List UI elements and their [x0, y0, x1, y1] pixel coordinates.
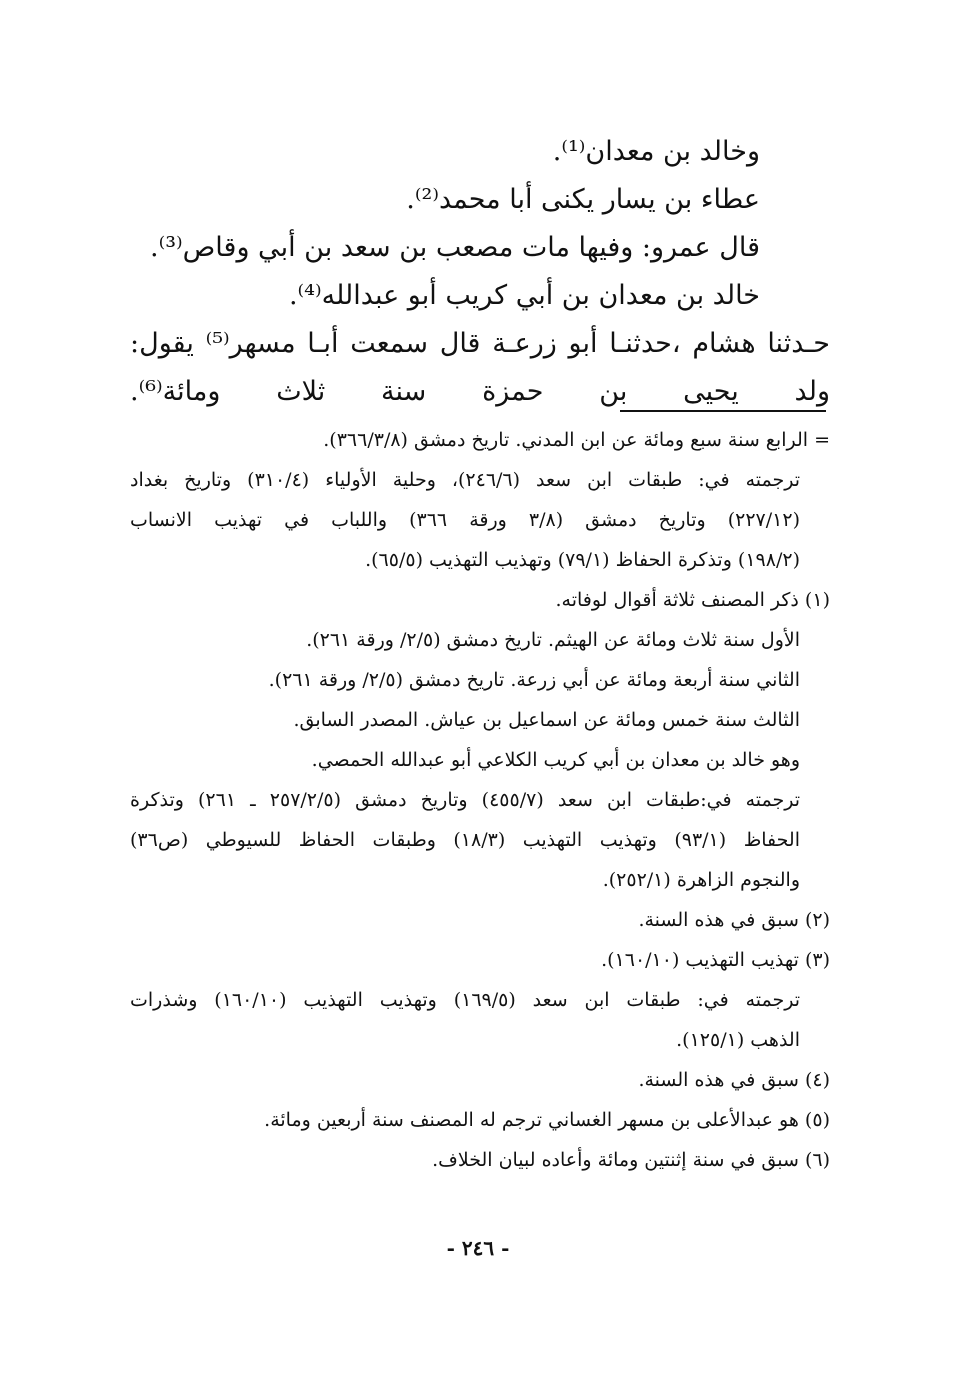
footnote-line: (١٩٨/٢) وتذكرة الحفاظ (٧٩/١) وتهذيب التهذيب (٦٥/٥).	[365, 549, 800, 571]
footnote-line: ترجمته في: طبقات ابن سعد (١٦٩/٥) وتهذيب التهذيب (١٦٠/١٠) وشذرات	[130, 989, 800, 1011]
footnote-line: وهو خالد بن معدان بن أبي كريب الكلاعي أبو عبدالله الحمصي.	[311, 749, 800, 771]
footnote-line: والنجوم الزاهرة (٢٥٢/١).	[602, 869, 800, 891]
footnote-line: (٦) سبق في سنة إثنتين ومائة وأعاده لبيان الخلاف.	[432, 1149, 830, 1171]
footnote-line: الأول سنة ثلاث ومائة عن الهيثم. تاريخ دمشق (٢/٥/ ورقة ٢٦١).	[306, 629, 800, 651]
main-text-line-3: قال عمرو: وفيها مات مصعب بن سعد بن أبي وقاص⁽³⁾.	[149, 232, 760, 263]
main-text-block	[120, 128, 830, 416]
footnote-line: ترجمته في: طبقات ابن سعد (٢٤٦/٦)، وحلية الأولياء (٣١٠/٤) وتاريخ بغداد	[130, 469, 800, 491]
footnote-line: (٢٢٧/١٢) وتاريخ دمشق (٣/٨ ورقة ٣٦٦) واللباب في تهذيب الانساب	[130, 509, 800, 531]
footnote-line: = الرابع سنة سبع ومائة عن ابن المدني. تاريخ دمشق (٣٦٦/٣/٨).	[323, 429, 830, 451]
main-text-line-4: خالد بن معدان بن أبي كريب أبو عبدالله⁽⁴⁾.	[288, 280, 760, 311]
page-number: - ٢٤٦ -	[446, 1236, 510, 1260]
footnote-line: (١) ذكر المصنف ثلاثة أقوال لوفاته.	[555, 589, 830, 611]
footnotes-block	[130, 420, 830, 1180]
footnote-line: (٤) سبق في هذه السنة.	[638, 1069, 830, 1091]
footnote-line: (٢) سبق في هذه السنة.	[638, 909, 830, 931]
footnote-line: الذهب (١٢٥/١).	[676, 1029, 800, 1051]
main-text-line-2: عطاء بن يسار يكنى أبا محمد⁽²⁾.	[406, 184, 760, 215]
footnote-divider	[620, 410, 826, 412]
main-text-line-1: وخالد بن معدان⁽¹⁾.	[552, 136, 760, 167]
footnote-line: الثالث سنة خمس ومائة عن اسماعيل بن عياش. المصدر السابق.	[293, 709, 800, 731]
footnote-line: الحفاظ (٩٣/١) وتهذيب التهذيب (١٨/٣) وطبقات الحفاظ للسيوطي (ص٣٦)	[130, 829, 800, 851]
footnote-line: (٣) تهذيب التهذيب (١٦٠/١٠).	[601, 949, 830, 971]
footnote-line: ترجمته في:طبقات ابن سعد (٤٥٥/٧) وتاريخ دمشق (٢٥٧/٢/٥ ـ ٢٦١) وتذكرة	[130, 789, 801, 811]
footnote-line: (٥) هو عبدالأعلى بن مسهر الغساني ترجم له المصنف سنة أربعين ومائة.	[264, 1109, 830, 1131]
footnote-line: الثاني سنة أربعة ومائة عن أبي زرعة. تاريخ دمشق (٢/٥/ ورقة ٢٦١).	[268, 669, 800, 691]
main-text-line-5: حـدثنا هشام ،حدثنـا أبو زرعـة قال سمعت أبـا مسهر⁽⁵⁾ يقول:	[130, 328, 830, 359]
main-text-line-6: ولد يحيى بن حمزة سنة ثلاث ومائة⁽⁶⁾.	[130, 376, 830, 407]
